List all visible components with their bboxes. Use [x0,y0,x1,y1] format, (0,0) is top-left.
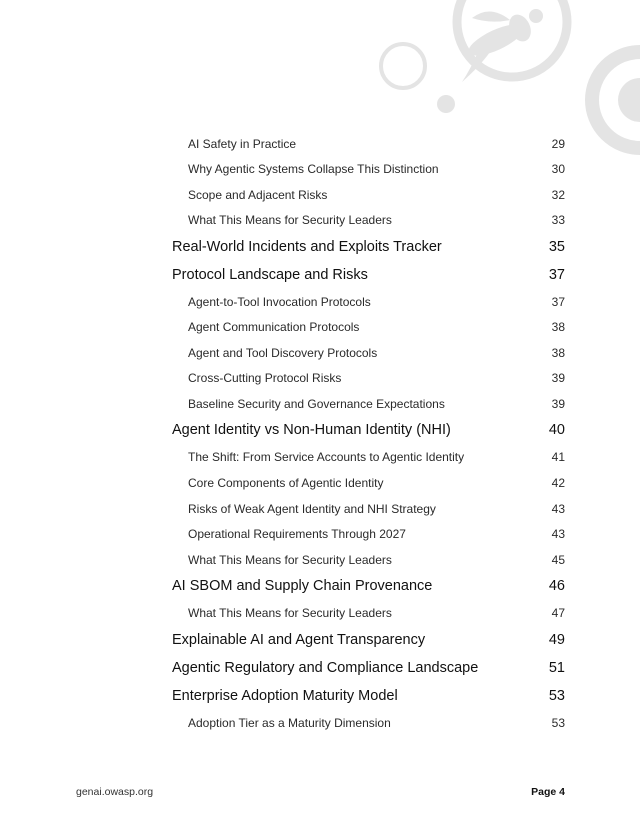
toc-entry-title: AI Safety in Practice [188,137,297,151]
toc-subsection-entry[interactable] [188,712,565,734]
toc-entry-page-number: 39 [551,371,565,385]
toc-section-entry[interactable] [172,629,565,651]
toc-section-entry[interactable] [172,236,565,258]
toc-entry-page-number: 47 [551,606,565,620]
toc-section-entry[interactable] [172,575,565,597]
toc-entry-page-number: 37 [551,295,565,309]
toc-entry-page-number: 30 [551,162,565,176]
toc-subsection-entry[interactable] [188,291,565,313]
toc-entry-title: Agent-to-Tool Invocation Protocols [188,295,371,309]
toc-entry-page-number: 38 [551,320,565,334]
toc-entry-title: Adoption Tier as a Maturity Dimension [188,716,391,730]
toc-entry-title: Risks of Weak Agent Identity and NHI Strategy [188,502,436,516]
toc-entry-title: Cross-Cutting Protocol Risks [188,371,342,385]
toc-entry-page-number: 38 [551,346,565,360]
toc-entry-page-number: 53 [548,688,565,704]
toc-section-entry[interactable] [172,685,565,707]
toc-entry-page-number: 37 [548,267,565,283]
toc-subsection-entry[interactable] [188,549,565,571]
toc-entry-title: Agent Identity vs Non-Human Identity (NHI) [172,422,451,438]
toc-entry-page-number: 53 [551,716,565,730]
toc-subsection-entry[interactable] [188,342,565,364]
toc-subsection-entry[interactable] [188,446,565,468]
toc-entry-page-number: 45 [551,553,565,567]
toc-entry-title: Agentic Regulatory and Compliance Landscape [172,660,479,676]
toc-subsection-entry[interactable] [188,523,565,545]
toc-entry-title: The Shift: From Service Accounts to Agentic Identity [188,450,465,464]
toc-subsection-entry[interactable] [188,367,565,389]
toc-section-entry[interactable] [172,264,565,286]
toc-section-entry[interactable] [172,657,565,679]
toc-subsection-entry[interactable] [188,472,565,494]
toc-entry-page-number: 43 [551,527,565,541]
toc-entry-title: Core Components of Agentic Identity [188,476,384,490]
toc-entry-page-number: 29 [551,137,565,151]
toc-entry-title: Explainable AI and Agent Transparency [172,632,426,648]
toc-entry-page-number: 43 [551,502,565,516]
toc-subsection-entry[interactable] [188,498,565,520]
toc-entry-title: What This Means for Security Leaders [188,606,392,620]
toc-subsection-entry[interactable] [188,602,565,624]
toc-entry-title: Why Agentic Systems Collapse This Distinction [188,162,439,176]
toc-entry-title: Agent Communication Protocols [188,320,360,334]
toc-subsection-entry[interactable] [188,158,565,180]
toc-entry-page-number: 41 [551,450,565,464]
toc-entry-page-number: 35 [548,239,565,255]
toc-entry-page-number: 51 [548,660,565,676]
toc-entry-page-number: 42 [551,476,565,490]
toc-subsection-entry[interactable] [188,133,565,155]
toc-entry-title: Enterprise Adoption Maturity Model [172,688,398,704]
toc-entry-title: Operational Requirements Through 2027 [188,527,406,541]
toc-entry-page-number: 49 [548,632,565,648]
toc-section-entry[interactable] [172,419,565,441]
toc-subsection-entry[interactable] [188,209,565,231]
toc-subsection-entry[interactable] [188,393,565,415]
toc-entry-title: What This Means for Security Leaders [188,553,392,567]
toc-entry-title: What This Means for Security Leaders [188,213,392,227]
toc-entry-page-number: 46 [548,578,565,594]
toc-entry-page-number: 39 [551,397,565,411]
toc-entry-title: Scope and Adjacent Risks [188,188,328,202]
toc-subsection-entry[interactable] [188,184,565,206]
footer-page-number: Page 4 [531,786,565,798]
toc-entry-page-number: 40 [548,422,565,438]
toc-entry-title: Baseline Security and Governance Expectations [188,397,445,411]
toc-entry-title: Protocol Landscape and Risks [172,267,368,283]
toc-entry-title: Real-World Incidents and Exploits Tracker [172,239,442,255]
footer-site-url[interactable]: genai.owasp.org [76,786,154,798]
toc-subsection-entry[interactable] [188,316,565,338]
toc-entry-title: AI SBOM and Supply Chain Provenance [172,578,433,594]
toc-entry-page-number: 32 [551,188,565,202]
toc-entry-title: Agent and Tool Discovery Protocols [188,346,378,360]
toc-entry-page-number: 33 [551,213,565,227]
